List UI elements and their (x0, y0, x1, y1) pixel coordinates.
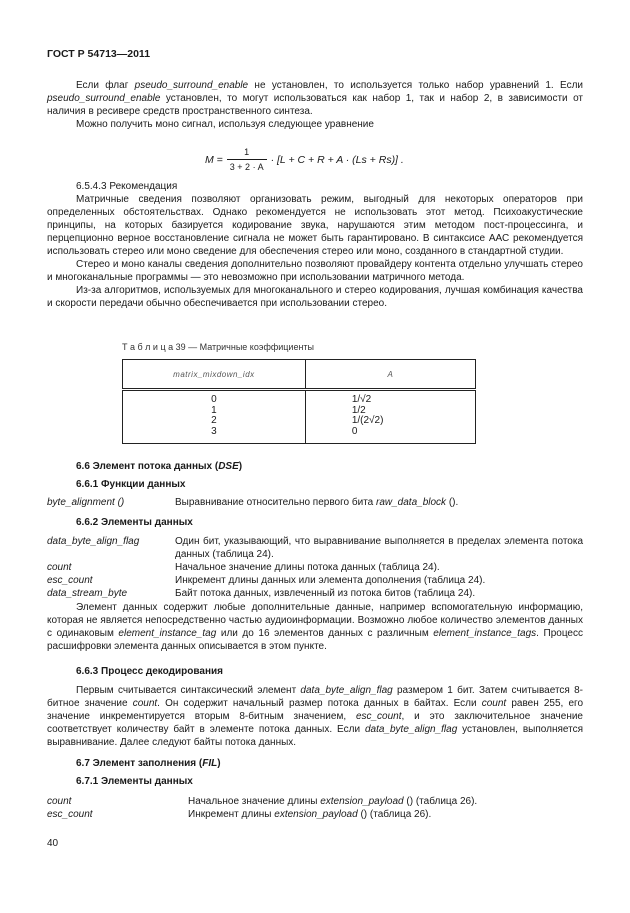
text-run: Можно получить моно сигнал, используя следующее уравнение (76, 119, 374, 130)
text-run: () (таблица 26). (403, 796, 478, 807)
section-heading: 6.6.1 Функции данных (76, 479, 186, 490)
italic-term: count (132, 698, 158, 709)
italic-term: count (481, 698, 507, 709)
table-header-row (123, 360, 476, 390)
definition-term: esc_count (47, 809, 93, 820)
definition-term: data_byte_align_flag (47, 536, 140, 547)
definition-description (175, 535, 583, 561)
text-run: Один бит, указывающий, что выравнивание выполняется в пределах элемента потока данных (таблица 24). (175, 536, 583, 560)
text-run: Выравнивание относительно первого бита (175, 497, 376, 508)
section-6-6-3-text (47, 684, 583, 749)
text-run: установлен, то могут использоваться как набор 1, так и набор 2, в зависимости от наличия в ресивере средств пространственного синтеза. (47, 93, 583, 117)
paragraph (47, 684, 583, 749)
fraction-denominator: 3 + 2 · A (227, 159, 267, 174)
fraction-numerator: 1 (244, 147, 250, 157)
equation-fraction (227, 146, 267, 174)
table-cell: 1/√2 1/2 1/(2√2) 0 (305, 390, 475, 444)
italic-term: esc_count (355, 711, 402, 722)
text-run: . Он содержит начальный размер потока данных в байтах. Если (157, 698, 482, 709)
definition-list (47, 795, 583, 821)
definition-list (47, 496, 583, 509)
definition-description (188, 795, 583, 808)
text-run: () (таблица 26). (357, 809, 432, 820)
definition-term: count (47, 562, 72, 573)
text-run: Стерео и моно каналы сведения дополнительно позволяют провайдеру контента отдельно улучшать стерео и многоканальные программы — это невозможно при использовании матричного метода. (47, 259, 583, 283)
text-run: Первым считывается синтаксический элемент (76, 685, 301, 696)
paragraph (47, 601, 583, 653)
paragraph (47, 193, 583, 258)
text-run: не установлен, то используется только набор уравнений 1. Если (248, 80, 583, 91)
italic-term: pseudo_surround_enable (134, 80, 249, 91)
section-6-5-4-2-text (47, 79, 583, 131)
definition-term: count (47, 796, 72, 807)
table-row (123, 390, 476, 444)
italic-term: DSE (218, 461, 239, 472)
text-run: установлен, выполняется выравнивание. Далее следуют байты потока данных. (47, 724, 584, 748)
text-run: Матричные сведения позволяют организовать режим, выгодный для некоторых операторов при определенных обстоятельствах. Однако рекомендуется не использовать этот метод. Психоакустические принципы, на которых базируется кодирование звука, нарушаются этим методом пост-процессинга, и перцепционно верное восстановление сигнала не может быть гарантировано. В синтаксисе ААС рекомендуется использовать стерео или моно сведение для обеспечения стерео или моно, созданного в стандартной студии. (47, 194, 583, 257)
column-header: A (305, 360, 475, 390)
paragraph (47, 258, 583, 284)
text-run: Байт потока данных, извлеченный из потока битов (таблица 24). (175, 588, 476, 599)
italic-term: FIL (202, 758, 218, 769)
text-run: Из-за алгоритмов, используемых для многоканального и стерео кодирования, лучшая комбинация качества и скорости передачи обычно обеспечивается при использовании стерео. (47, 285, 583, 309)
section-heading: 6.7.1 Элементы данных (76, 776, 193, 787)
equation-lhs: M = (205, 153, 223, 166)
definition-item (47, 535, 583, 561)
section-6-5-4-3 (47, 180, 583, 310)
italic-term: raw_data_block (376, 497, 447, 508)
italic-term: pseudo_surround_enable (47, 93, 161, 104)
text-run: или до 16 элементов данных с различным (216, 628, 434, 639)
definition-description (175, 587, 583, 600)
definition-item (47, 496, 583, 509)
text-run: Начальное значение длины потока данных (таблица 24). (175, 562, 440, 573)
text-run: размером 1 бит. Затем считывается 8-битное значение (47, 685, 583, 709)
text-run: . Процесс расшифровки элемента данных описывается в этом пункте. (47, 628, 583, 652)
section-heading (47, 460, 612, 473)
definition-item (47, 808, 583, 821)
text-run: ) (238, 461, 243, 472)
italic-term: element_instance_tag (118, 628, 217, 639)
italic-term: data_byte_align_flag (300, 685, 393, 696)
text-run: ) (217, 758, 221, 769)
column-header: matrix_mixdown_idx (123, 360, 306, 390)
text-run: 6.6 Элемент потока данных ( (76, 461, 219, 472)
matrix-coefficients-table (122, 359, 476, 444)
definition-item (47, 795, 583, 808)
section-heading: 6.6.3 Процесс декодирования (76, 666, 223, 677)
definition-list (47, 535, 583, 600)
italic-term: extension_payload (320, 796, 404, 807)
text-run: 6.7 Элемент заполнения ( (76, 758, 203, 769)
italic-term: extension_payload (274, 809, 358, 820)
text-run: Инкремент длины (188, 809, 275, 820)
definition-description (175, 574, 583, 587)
definition-description (188, 808, 583, 821)
definition-item (47, 587, 583, 600)
document-header: ГОСТ Р 54713—2011 (47, 48, 151, 60)
table-cell: 0 1 2 3 (123, 390, 306, 444)
paragraph (47, 284, 583, 310)
italic-term: element_instance_tags (433, 628, 537, 639)
paragraph (47, 79, 583, 118)
page-number: 40 (47, 838, 59, 849)
definition-description (175, 561, 583, 574)
definition-term: byte_alignment () (47, 497, 125, 508)
text-run: Если флаг (76, 80, 135, 91)
paragraph (47, 118, 583, 131)
section-heading: 6.5.4.3 Рекомендация (76, 181, 178, 192)
definition-term: data_stream_byte (47, 588, 128, 599)
section-heading (47, 757, 612, 770)
text-run: (). (446, 497, 459, 508)
italic-term: data_byte_align_flag (364, 724, 458, 735)
text-run: Начальное значение длины (188, 796, 321, 807)
text-run: Инкремент длины данных или элемента дополнения (таблица 24). (175, 575, 486, 586)
text-run: , и это заключительное значение соответствует количеству байт в элементе потока данных. Если (47, 711, 583, 735)
definition-description (175, 496, 583, 509)
text-run: Элемент данных содержит любые дополнительные данные, например вспомогательную информацию, которая не является непосредственно частью аудиоинформации. Возможно любое количество элементов данных с одинаковым (47, 602, 583, 639)
text-run: равен 255, его значение инкрементируется вторым 8-битным значением, (47, 698, 583, 722)
definition-term: esc_count (47, 575, 93, 586)
section-heading: 6.6.2 Элементы данных (76, 517, 193, 528)
definition-item (47, 574, 583, 587)
table-caption: Т а б л и ц а 39 — Матричные коэффициенты (122, 342, 315, 352)
section-6-6-2-text (47, 601, 583, 653)
mono-equation (205, 146, 404, 174)
equation-rhs: · [L + C + R + A · (Ls + Rs)] . (270, 153, 404, 166)
definition-item (47, 561, 583, 574)
